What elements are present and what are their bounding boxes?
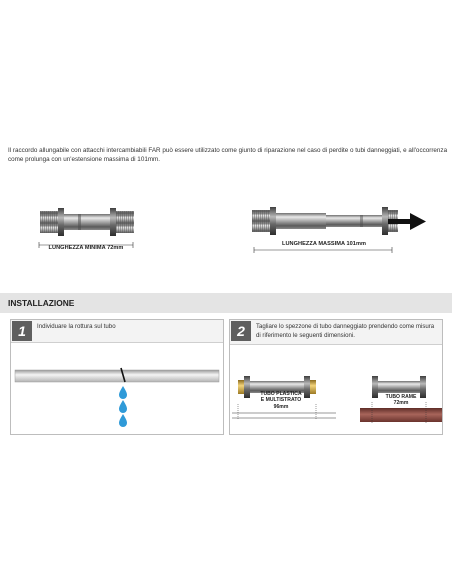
water-drop-icon: [119, 414, 127, 427]
step-2-text: Tagliare lo spezzone di tubo danneggiato prendendo come misura di riferimento le seguenti dimensioni.: [256, 323, 435, 339]
plastic-pipe-label-line3: 96mm: [273, 403, 289, 410]
copper-pipe-label-line2: 72mm: [393, 400, 409, 407]
plastic-pipe-label-line2: E MULTISTRATO: [260, 397, 302, 404]
water-drop-icon: [119, 386, 127, 399]
broken-pipe-illustration: [11, 360, 223, 434]
max-length-label: LUNGHEZZA MASSIMA 101mm: [281, 241, 367, 247]
intro-paragraph: Il raccordo allungabile con attacchi intercambiabili FAR può essere utilizzato come giunto di riparazione nel caso di perdite o tubi danneggiati, e all'occorrenza come prolunga con un'estensione massima di 101mm.: [8, 147, 448, 163]
copper-pipe-label: [368, 394, 434, 407]
step-2-panel: [229, 319, 443, 435]
step-1-panel: [10, 319, 224, 435]
min-length-label: LUNGHEZZA MINIMA 72mm: [48, 245, 124, 251]
fitting-max-image: [250, 203, 430, 241]
fitting-min-image: [38, 205, 138, 241]
step-1-number: 1: [12, 321, 32, 341]
step-2-header: [230, 320, 442, 345]
water-drop-icon: [119, 400, 127, 413]
plastic-pipe-label-line1: TUBO PLASTICA: [260, 391, 302, 397]
installation-title: INSTALLAZIONE: [8, 298, 75, 308]
max-dimension-line: [253, 247, 393, 253]
copper-pipe-label-line1: TUBO RAME: [385, 394, 417, 400]
step-2-number: 2: [231, 321, 251, 341]
step-1-header: [11, 320, 223, 343]
step-1-text: Individuare la rottura sul tubo: [37, 323, 116, 330]
plastic-pipe-label: [244, 391, 318, 410]
